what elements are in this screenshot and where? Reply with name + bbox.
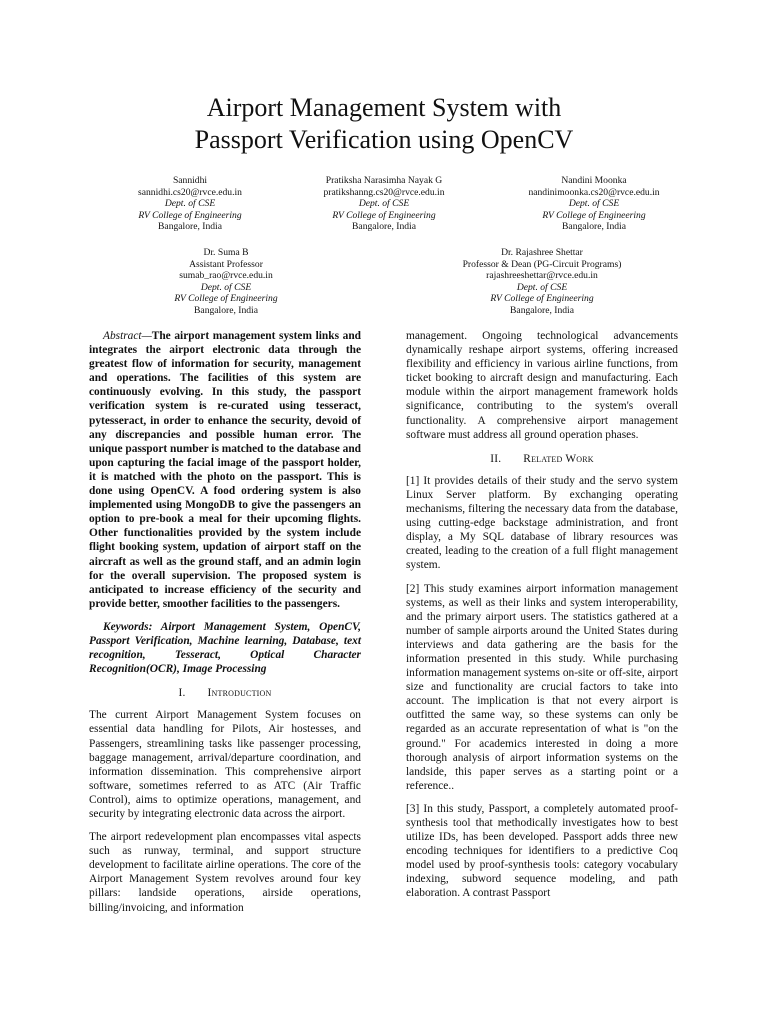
related-paragraph-2: [2] This study examines airport information management systems, as well as their links and system interoperability, and the primary airport users. The statistics gathered at a number of sample airports around the United States during interviews and data gathering are the basis for the information presented in this study. While purchasing information management systems on-site or off-site, airport size and functionality are crucial factors to take into account. The implication is that not every airport is outfitted the same way, so these systems can only be regarded as an accurate representation of what is "on the ground." For academics interested in doing a more thorough analysis of airport information systems on the landside, this paper serves as a starting point or a reference.. — [406, 582, 678, 792]
section-heading-related-work — [406, 452, 678, 466]
paper-title-line-2: Passport Verification using OpenCV — [194, 125, 574, 154]
author-email: sumab_rao@rvce.edu.in — [179, 270, 273, 282]
related-paragraph-1: [1] It provides details of their study and the servo system Linux Server platform. By exchanging operating mechanisms, filtering the necessary data from the database, using cutting-edge backstage administration, and front display, a My SQL database of library resources was created, leading to the creation of a full flight management system. — [406, 474, 678, 572]
author-dept: Dept. of CSE — [200, 281, 252, 293]
author-name: Sannidhi — [172, 175, 208, 186]
author-org: RV College of Engineering — [542, 209, 646, 221]
author-email: nandinimoonka.cs20@rvce.edu.in — [528, 186, 660, 198]
left-column — [89, 329, 361, 924]
paper-title — [0, 92, 768, 156]
author-email: pratikshanng.cs20@rvce.edu.in — [323, 186, 445, 198]
section-heading-introduction — [89, 686, 361, 700]
author-dept: Dept. of CSE — [516, 281, 568, 293]
author-org: RV College of Engineering — [490, 293, 594, 305]
author-block-3 — [494, 175, 694, 233]
author-name: Pratiksha Narasimha Nayak G — [325, 175, 443, 186]
related-paragraph-3: [3] In this study, Passport, a completely automated proof-synthesis tool that methodically investigates how to best utilize IDs, has been developed. Passport adds three new encoding techniques for identifiers to a predictive Coq model used by proof-synthesis tools: category vocabulary indexing, subword sequence modeling, and path elaboration. A contrast Passport — [406, 802, 678, 900]
author-dept: Dept. of CSE — [164, 198, 216, 210]
author-org: RV College of Engineering — [332, 209, 436, 221]
author-role: Professor & Dean (PG-Circuit Programs) — [462, 258, 622, 270]
author-city: Bangalore, India — [158, 221, 222, 233]
right-column — [406, 329, 678, 910]
author-dept: Dept. of CSE — [358, 198, 410, 210]
section-number: II. — [490, 452, 502, 465]
section-title: Introduction — [207, 687, 272, 700]
author-role: Assistant Professor — [189, 258, 263, 270]
section-number: I. — [178, 687, 186, 700]
author-org: RV College of Engineering — [174, 293, 278, 305]
author-name: Dr. Suma B — [203, 247, 249, 258]
author-block-1 — [90, 175, 290, 233]
intro-paragraph-2-continued: management. Ongoing technological advancements dynamically reshape airport systems, offering increased flexibility and efficiency in various airline functions, from ticket booking to aircraft design and manufacturing. Each module within the airport management framework holds significance, contributing to the system's overall functionality. A comprehensive airport management software must address all ground operation phases. — [406, 330, 678, 441]
keywords-paragraph — [89, 620, 361, 676]
abstract-paragraph — [89, 329, 361, 611]
section-title: Related Work — [523, 452, 594, 465]
author-city: Bangalore, India — [510, 304, 574, 316]
author-name: Nandini Moonka — [561, 175, 627, 186]
author-email: sannidhi.cs20@rvce.edu.in — [138, 186, 242, 198]
author-block-2 — [284, 175, 484, 233]
author-city: Bangalore, India — [194, 304, 258, 316]
keywords-lead: Keywords: — [103, 620, 153, 633]
author-city: Bangalore, India — [352, 221, 416, 233]
author-block-4 — [126, 247, 326, 317]
keywords-text: Airport Management System, OpenCV, Passport Verification, Machine learning, Database, text recognition, Tesseract, Optical Character Recognition(OCR), Image Processing — [89, 620, 361, 676]
author-dept: Dept. of CSE — [568, 198, 620, 210]
author-email: rajashreeshettar@rvce.edu.in — [486, 270, 598, 282]
author-org: RV College of Engineering — [138, 209, 242, 221]
author-city: Bangalore, India — [562, 221, 626, 233]
abstract-lead: Abstract— — [103, 330, 152, 342]
intro-paragraph-1: The current Airport Management System focuses on essential data handling for Pilots, Air hostesses, and Passengers, streamlining tasks like passenger processing, baggage management, arrival/departure coordination, and information dissemination. This comprehensive airport software, sometimes referred to as ATC (Air Traffic Control), aims to optimize operations, management, and security by integrating electronic data across the airport. — [89, 709, 361, 820]
abstract-text: The airport management system links and integrates the airport electronic data through the greatest flow of information for security, management and operations. The facilities of this system are continuously evolving. In this study, the passport verification system is re-curated using tesseract, pytesseract, in order to enhance the security, devoid of any discrepancies and possible human error. The unique passport number is matched to the database and upon capturing the facial image of the passport holder, it is matched with the photo on the passport. This is done using OpenCV. A food ordering system is also implemented using MongoDB to give the passengers an option to pre-book a meal for their upcoming flights. Other functionalities provided by the system include flight booking system, updation of airport staff on the aircraft as well as the ground staff, and an admin login for the overall supervision. The proposed system is anticipated to increase efficiency of the security and provide better, smoother facilities to the passengers. — [89, 330, 361, 610]
author-name: Dr. Rajashree Shettar — [501, 247, 583, 258]
paper-title-line-1: Airport Management System with — [206, 93, 562, 122]
intro-paragraph-2: The airport redevelopment plan encompasses vital aspects such as runway, terminal, and support structure development to facilitate airline operations. The core of the Airport Management System revolves around four key pillars: landside operations, airside operations, billing/invoicing, and information — [89, 831, 361, 914]
author-block-5 — [417, 247, 667, 317]
